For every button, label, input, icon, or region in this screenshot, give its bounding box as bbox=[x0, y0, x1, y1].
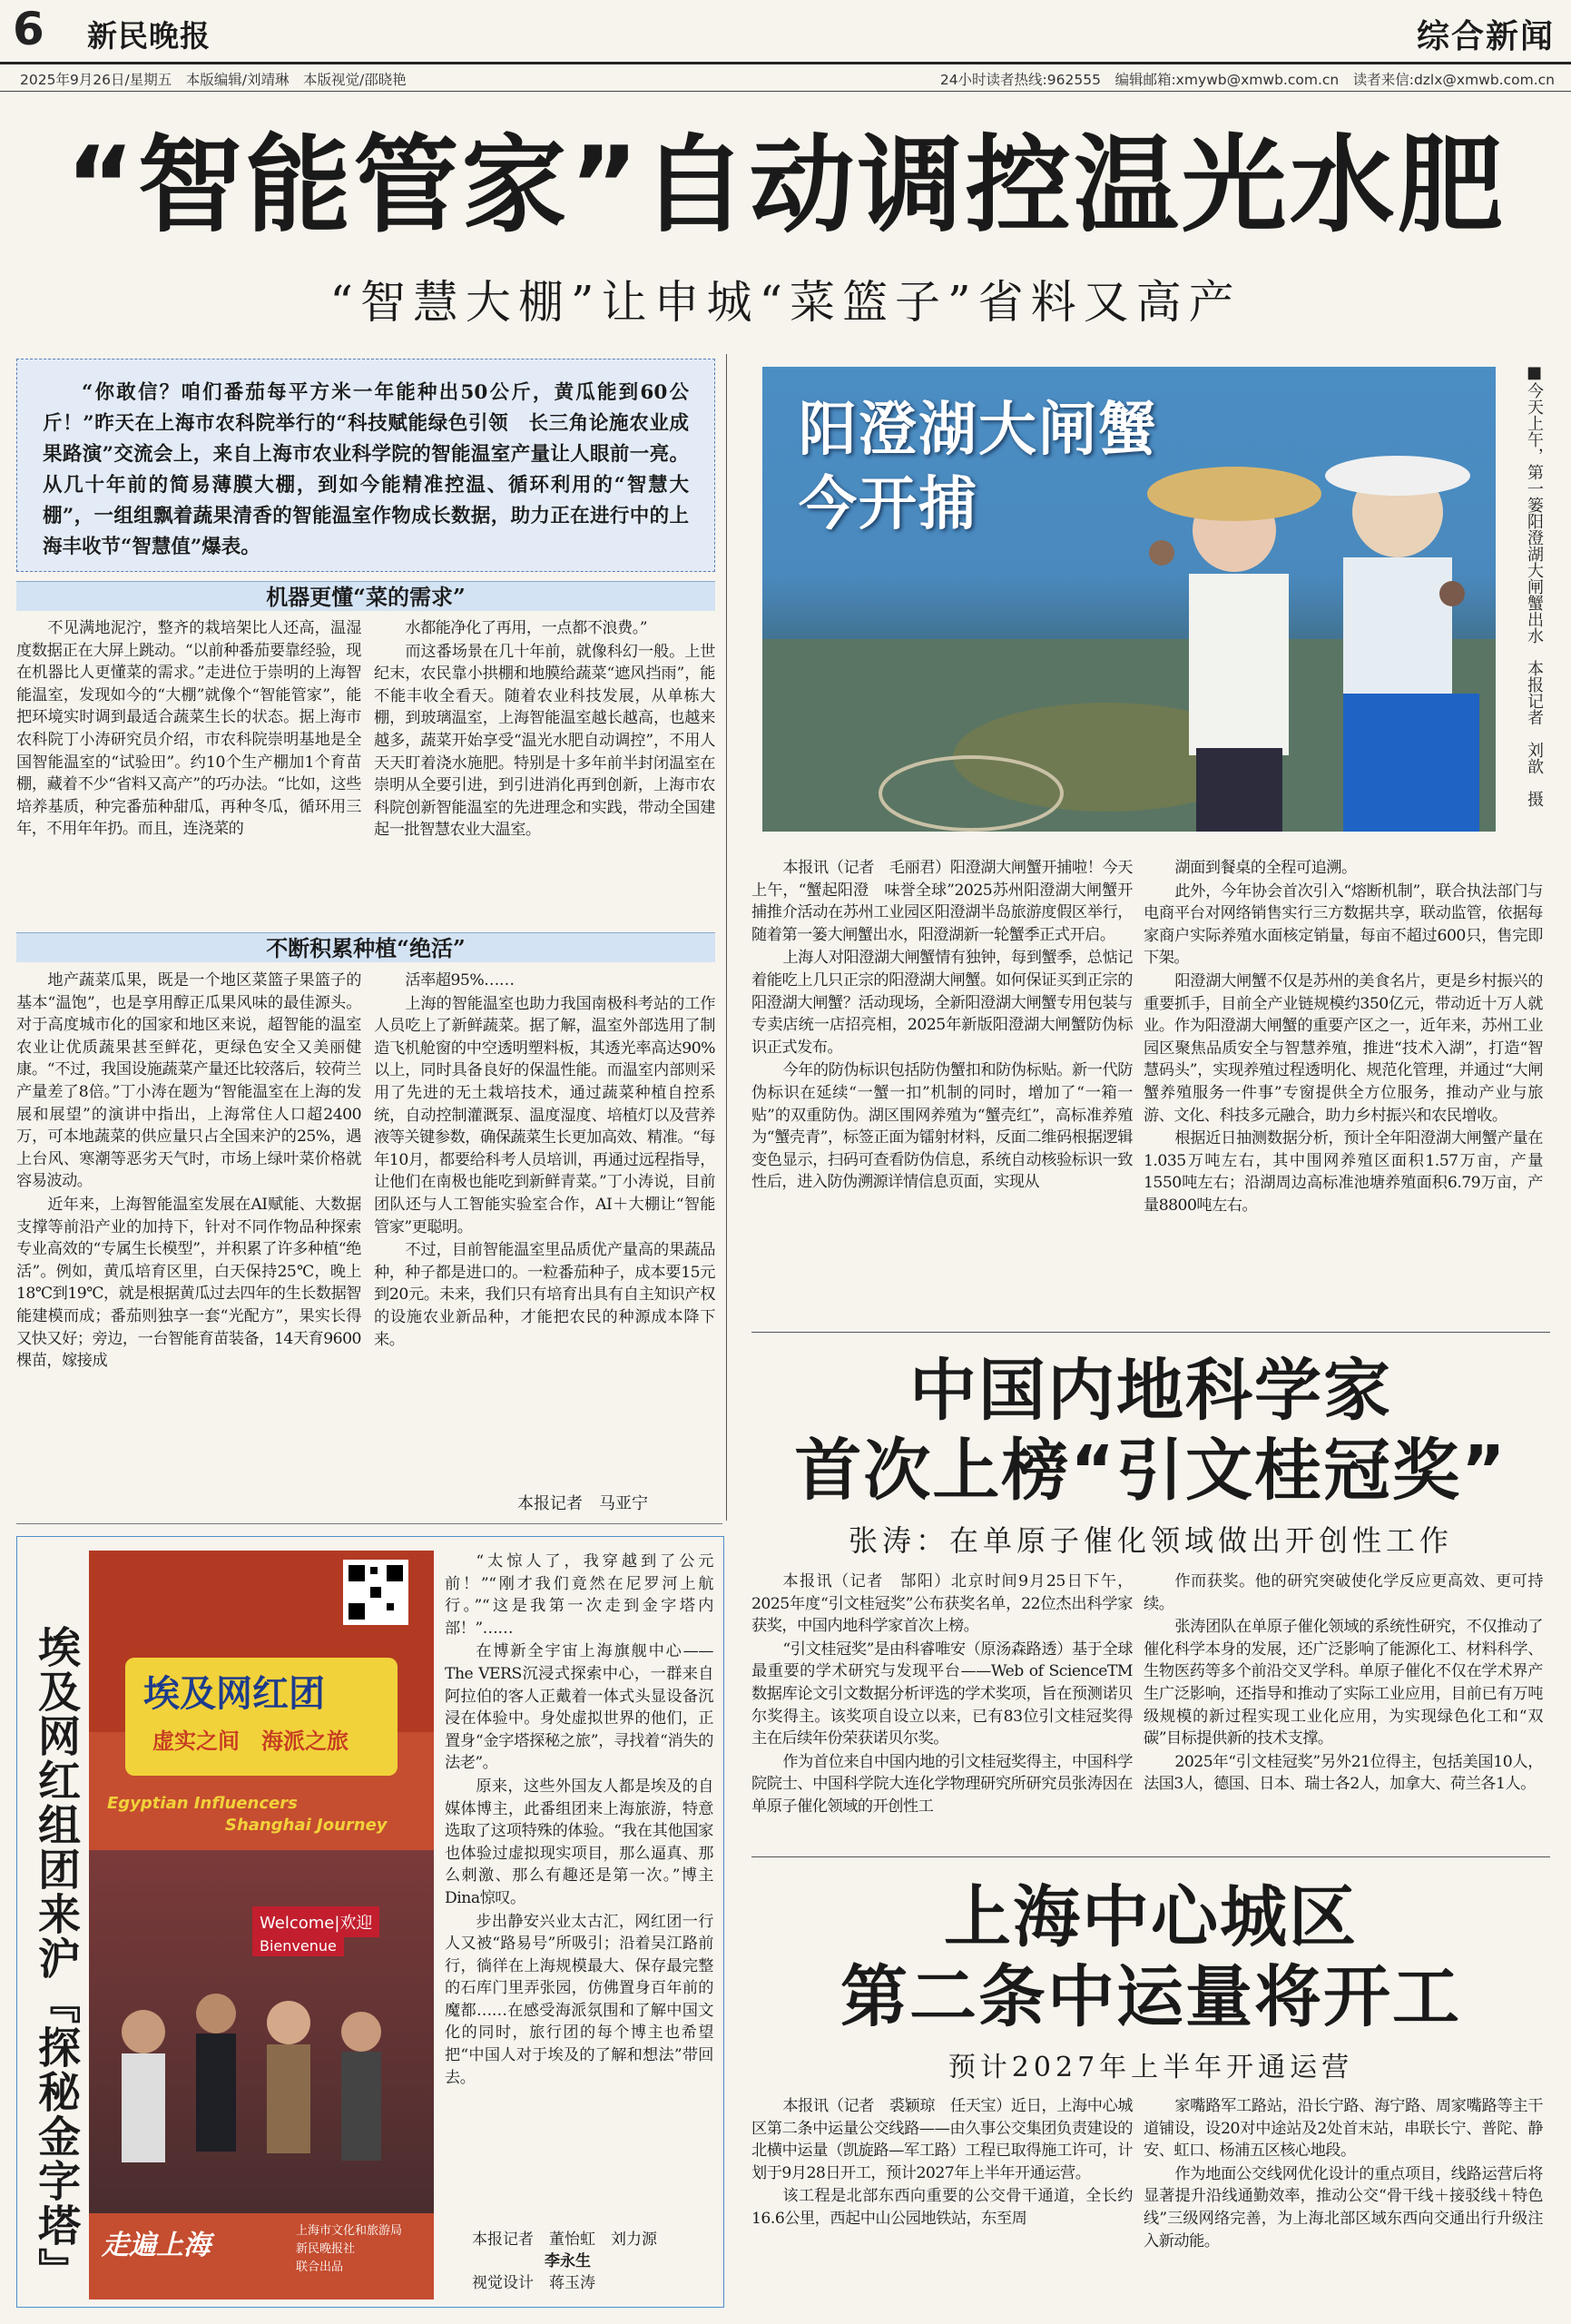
paragraph: 近年来，上海智能温室发展在AI赋能、大数据支撑等前沿产业的加持下，针对不同作物品种探索专业高效的“专属生长模型”，并积累了许多种植“绝活”。例如，黄瓜培育区里，白天保持25℃，晚上18℃到19℃，就是根据黄瓜过去四年的生长数据智能建模而成；番茄则独享一套“光配方”，果实长得又快又好；旁边，一台智能育苗装备，14天育9600棵苗，嫁接成 bbox=[16, 1195, 361, 1371]
paragraph: 步出静安兴业太古汇，网红团一行人又被“路易号”所吸引；沿着吴江路前行，徜徉在上海规模最大、保存最完整的石库门里弄张园，仿佛置身百年前的魔都……在感受海派氛围和了解中国文化的同时，旅行团的每个博主也希望把“中国人对于埃及的了解和想法”带回去。 bbox=[445, 1912, 713, 2087]
paragraph: 水都能净化了再用，一点都不浪费。” bbox=[405, 619, 648, 637]
paragraph: 不过，目前智能温室里品质优产量高的果蔬品种，种子都是进口的。一粒番茄种子，成本要15元到20元。未来，我们只有培育出具有自主知识产权的设施农业新品种，才能把农民的种源成本降下来。 bbox=[374, 1241, 715, 1349]
section-divider bbox=[16, 1523, 722, 1524]
metro-headline-line1: 上海中心城区 bbox=[944, 1878, 1358, 1956]
paragraph: 作为地面公交线网优化设计的重点项目，线路运营后将显著提升沿线通勤效率，推动公交“骨干线＋接驳线＋特色线”三级网络完善，为上海北部区域东西向交通出行升级注入新动能。 bbox=[1144, 2164, 1543, 2250]
article-column bbox=[16, 617, 361, 842]
metro-subheadline: 预计2027年上半年开通运营 bbox=[948, 2052, 1354, 2083]
paragraph: 今年的防伪标识包括防伪蟹扣和防伪标贴。新一代防伪标识在延续“一蟹一扣”机制的同时，增加了“一箱一贴”的双重防伪。湖区围网养殖为“蟹壳红”，高标准养殖为“蟹壳青”，标签正面为镭射材料，反面二维码根据逻辑变色显示，扫码可查看防伪信息，系统自动核验标识一致性后，进入防伪溯源详情信息页面，实现从 bbox=[751, 1061, 1133, 1192]
article-column bbox=[1144, 2095, 1543, 2253]
article-column bbox=[16, 970, 361, 1374]
paragraph: 该工程是北部东西向重要的公交骨干通道，全长约16.6公里，西起中山公园地铁站，东至周 bbox=[751, 2187, 1133, 2228]
egypt-byline bbox=[472, 2226, 657, 2249]
paragraph: 本报讯（记者 裘颖琼 任天宝）近日，上海中心城区第二条中运量公交线路——由久事公交集团负责建设的北横中运量（凯旋路—军工路）工程已取得施工许可，计划于9月28日开工，预计2027年上半年开通运营。 bbox=[751, 2097, 1133, 2182]
article-column bbox=[1144, 857, 1543, 1218]
poster-title: 埃及网红团 bbox=[143, 1673, 325, 1715]
paragraph: 此外，今年协会首次引入“熔断机制”，联合执法部门与电商平台对网络销售实行三方数据共享，联动监管，依据每家商户实际养殖水面核定销量，每亩不超过600只，售完即下架。 bbox=[1144, 881, 1543, 968]
article-column bbox=[445, 1551, 713, 2090]
paragraph: 阳澄湖大闸蟹不仅是苏州的美食名片，更是乡村振兴的重要抓手，目前全产业链规模约350亿元，带动近十万人就业。作为阳澄湖大闸蟹的重要产区之一，近年来，苏州工业园区聚焦品质安全与智慧养殖，推进“技术入湖”，打造“智慧码头”，实现养殖过程透明化、规范化管理，并通过“大闸蟹养殖服务一件事”专窗提供全方位服务，推动产业与旅游、文化、科技多元融合，助力乡村振兴和农民增收。 bbox=[1144, 971, 1543, 1125]
welcome-sign-fr: Bienvenue bbox=[252, 1935, 344, 1956]
paragraph: 作而获奖。他的研究突破使化学反应更高效、更可持续。 bbox=[1144, 1572, 1543, 1613]
paragraph: 作为首位来自中国内地的引文桂冠奖得主，中国科学院院士、中国科学院大连化学物理研究所研究员张涛因在单原子催化领域的开创性工 bbox=[751, 1752, 1133, 1816]
section-divider bbox=[751, 1856, 1550, 1857]
lead-paragraph: “你敢信？咱们番茄每平方米一年能种出50公斤，黄瓜能到60公斤！”昨天在上海市农科院举行的“科技赋能绿色引领 长三角论施农业成果路演”交流会上，来自上海市农业科学院的智能温室产量让人眼前一亮。从几十年前的简易薄膜大棚，到如今能精准控温、循环利用的“智慧大棚”，一组组飘着蔬果清香的智能温室作物成长数据，助力正在进行中的上海丰收节“智慧值”爆表。 bbox=[16, 359, 715, 572]
paragraph: 2025年“引文桂冠奖”另外21位得主，包括美国10人，法国3人，德国、日本、瑞士各2人，加拿大、荷兰各1人。 bbox=[1144, 1752, 1543, 1794]
subhead-planting-skills: 不断积累种植“绝活” bbox=[16, 932, 715, 962]
egypt-poster bbox=[89, 1551, 434, 2299]
egypt-headline: 埃及网红组团来沪『探秘金字塔』 bbox=[31, 1625, 81, 2292]
science-headline-line2: 首次上榜“引文桂冠奖” bbox=[794, 1432, 1507, 1510]
science-subheadline: 张涛：在单原子催化领域做出开创性工作 bbox=[848, 1523, 1453, 1558]
poster-subtitle: 虚实之间 海派之旅 bbox=[152, 1728, 349, 1754]
section-divider bbox=[751, 1332, 1550, 1333]
paragraph: 张涛团队在单原子催化领域的系统性研究，不仅推动了催化科学本身的发展，还广泛影响了能源化工、材料科学、生物医药等多个前沿交叉学科。单原子催化不仅在学术界产生广泛影响，还指导和推动了实际工业应用，目前已有万吨级规模的新过程实现工业化应用，为实现绿色化工和“双碳”目标提供新的技术支撑。 bbox=[1144, 1618, 1543, 1748]
science-headline-line1: 中国内地科学家 bbox=[909, 1352, 1392, 1430]
article-column bbox=[374, 617, 715, 842]
welcome-sign: Welcome|欢迎 bbox=[252, 1906, 379, 1937]
photo-title-line1: 阳澄湖大闸蟹 bbox=[799, 396, 1158, 464]
poster-english-subtitle: Shanghai Journey bbox=[225, 1816, 388, 1835]
paragraph: 上海的智能温室也助力我国南极科考站的工作人员吃上了新鲜蔬菜。据了解，温室外部选用了制造飞机舱窗的中空透明塑料板，其透光率高达90%以上，同时具备良好的保温性能。而温室内部则采用了先进的无土栽培技术，通过蔬菜种植自控系统，自动控制灌溉泵、温度湿度、培植灯以及营养液等关键参数，确保蔬菜生长更加高效、精准。“每年10月，都要给科考人员培训，再通过远程指导，让他们在南极也能吃到新鲜青菜。”丁小涛说，目前团队还与人工智能实验室合作，AI＋大棚让“智能管家”更聪明。 bbox=[374, 994, 715, 1236]
paragraph: 本报讯（记者 郜阳）北京时间9月25日下午，2025年度“引文桂冠奖”公布获奖名单，22位杰出科学家获奖，中国内地科学家首次上榜。 bbox=[751, 1572, 1133, 1636]
column-divider bbox=[726, 354, 727, 1521]
paragraph: 原来，这些外国友人都是埃及的自媒体博主，此番组团来上海旅游，特意选取了这项特殊的体验。“我在其他国家也体验过虚拟现实项目，那么逼真、那么刺激、那么有趣还是第一次。”博主Dina惊叹。 bbox=[445, 1777, 713, 1907]
paragraph: 根据近日抽测数据分析，预计全年阳澄湖大闸蟹产量在1.035万吨左右，其中围网养殖区面积1.57万亩，产量1550吨左右；沿湖周边高标准池塘养殖面积6.79万亩，产量8800吨左右。 bbox=[1144, 1129, 1543, 1215]
crab-photo bbox=[762, 367, 1496, 832]
article-column bbox=[751, 2095, 1133, 2231]
newspaper-logo: 新民晚报 bbox=[87, 18, 211, 54]
photo-caption: ■今天上午，第一篓阳澄湖大闸蟹出水 本报记者 刘歆 摄 bbox=[1525, 363, 1544, 807]
poster-crowd bbox=[89, 1959, 434, 2213]
main-byline: 本报记者 马亚宁 bbox=[517, 1494, 648, 1513]
metro-headline-line2: 第二条中运量将开工 bbox=[840, 1958, 1461, 2036]
egypt-byline-reporters: 本报记者 董怡虹 刘力源 bbox=[472, 2230, 657, 2249]
paragraph: 活率超95%…… bbox=[405, 971, 515, 990]
article-column bbox=[374, 970, 715, 1352]
poster-organizers: 上海市文化和旅游局 新民晚报社 联合出品 bbox=[296, 2224, 403, 2274]
header-rule bbox=[0, 62, 1571, 64]
paragraph: 家嘴路军工路站，沿长宁路、海宁路、周家嘴路等主干道铺设，设20对中途站及2处首末站，串联长宁、普陀、静安、虹口、杨浦五区核心地段。 bbox=[1144, 2097, 1543, 2161]
article-column bbox=[1144, 1571, 1543, 1797]
section-title: 综合新闻 bbox=[1416, 18, 1555, 55]
paragraph: 上海人对阳澄湖大闸蟹情有独钟，每到蟹季，总惦记着能吃上几只正宗的阳澄湖大闸蟹。如何保证买到正宗的阳澄湖大闸蟹？活动现场，全新阳澄湖大闸蟹专用包装与专卖店统一店招亮相，2025年新版阳澄湖大闸蟹防伪标识正式发布。 bbox=[751, 949, 1133, 1057]
egypt-byline-2: 李永生 bbox=[545, 2252, 591, 2270]
paragraph: 不见满地泥泞，整齐的栽培架比人还高，温湿度数据正在大屏上跳动。“以前种番茄要靠经验，现在机器比人更懂菜的需求。”走进位于崇明的上海智能温室，发现如今的“大棚”就像个“智能管家”，能把环境实时调到最适合蔬菜生长的状态。据上海市农科院丁小涛研究员介绍，市农科院崇明基地是全国智能温室的“试验田”。约10个生产棚加1个育苗棚，藏着不少“省料又高产”的巧办法。“比如，这些培养基质，种完番茄种甜瓜，再种冬瓜，循环用三年，不用年年扔。而且，连浇菜的 bbox=[16, 619, 361, 839]
poster-logo: 走遍上海 bbox=[102, 2230, 211, 2261]
paragraph: 地产蔬菜瓜果，既是一个地区菜篮子果篮子的基本“温饱”，也是享用醇正瓜果风味的最佳源头。对于高度城市化的国家和地区来说，超智能的温室农业让优质蔬果甚至鲜花，更绿色安全又美丽健康。“不过，我国设施蔬菜产量还比较落后，较荷兰产量差了8倍。”丁小涛在题为“智能温室在上海的发展和展望”的演讲中指出，上海常住人口超2400万，可本地蔬菜的供应量只占全国来沪的25%，遇上台风、寒潮等恶劣天气时，市场上绿叶菜价格就容易波动。 bbox=[16, 971, 361, 1191]
poster-english-title: Egyptian Influencers bbox=[107, 1794, 298, 1813]
meta-rule bbox=[0, 91, 1571, 92]
article-column bbox=[751, 1571, 1133, 1819]
paragraph: 本报讯（记者 毛丽君）阳澄湖大闸蟹开捕啦！今天上午，“蟹起阳澄 味誉全球”2025苏州阳澄湖大闸蟹开捕推介活动在苏州工业园区阳澄湖半岛旅游度假区举行，随着第一篓大闸蟹出水，阳澄湖新一轮蟹季正式开启。 bbox=[751, 859, 1133, 944]
paragraph: 在博新全宇宙上海旗舰中心——The VERS沉浸式探索中心，一群来自阿拉伯的客人正戴着一体式头显设备沉浸在体验中。身处虚拟世界的他们，正置身“金字塔探秘之旅”，寻找着“消失的法老”。 bbox=[445, 1642, 713, 1773]
paragraph: “引文桂冠奖”是由科睿唯安（原汤森路透）基于全球最重要的学术研究与发现平台——Web of ScienceTM数据库论文引文数据分析评选的学术奖项，旨在预测诺贝尔奖得主。该奖项自设立以来，已有83位引文桂冠奖得主在后续年份荣获诺贝尔奖。 bbox=[751, 1640, 1133, 1748]
paragraph: 湖面到餐桌的全程可追溯。 bbox=[1174, 859, 1357, 877]
contact-line: 24小时读者热线:962555 编辑邮箱:xmywb@xmwb.com.cn 读者来信:dzlx@xmwb.com.cn bbox=[939, 72, 1555, 88]
paragraph: 而这番场景在几十年前，就像科幻一般。上世纪末，农民靠小拱棚和地膜给蔬菜“遮风挡雨”，能不能丰收全看天。随着农业科技发展，从单栋大棚，到玻璃温室，上海智能温室越长越高，也越来越多，蔬菜开始享受“温光水肥自动调控”，不用人天天盯着浇水施肥。特别是十多年前半封闭温室在崇明从全要引进，到引进消化再到创新，上海市农科院创新智能温室的先进理念和实践，带动全国建起一批智慧农业大温室。 bbox=[374, 642, 715, 840]
date-line: 2025年9月26日/星期五 本版编辑/刘靖琳 本版视觉/邵晓艳 bbox=[20, 72, 407, 88]
qr-code bbox=[343, 1560, 408, 1625]
subhead-machine-needs: 机器更懂“菜的需求” bbox=[16, 581, 715, 611]
article-column bbox=[751, 857, 1133, 1195]
egypt-byline-design: 视觉设计 蒋玉涛 bbox=[472, 2274, 595, 2292]
photo-title-line2: 今开捕 bbox=[799, 470, 978, 538]
main-subheadline: “智慧大棚”让申城“菜篮子”省料又高产 bbox=[329, 276, 1242, 329]
page-number: 6 bbox=[13, 3, 44, 55]
paragraph: “太惊人了，我穿越到了公元前！”“刚才我们竟然在尼罗河上航行。”“这是我第一次走到金字塔内部！”…… bbox=[445, 1552, 713, 1638]
main-headline: “智能管家”自动调控温光水肥 bbox=[65, 124, 1506, 247]
